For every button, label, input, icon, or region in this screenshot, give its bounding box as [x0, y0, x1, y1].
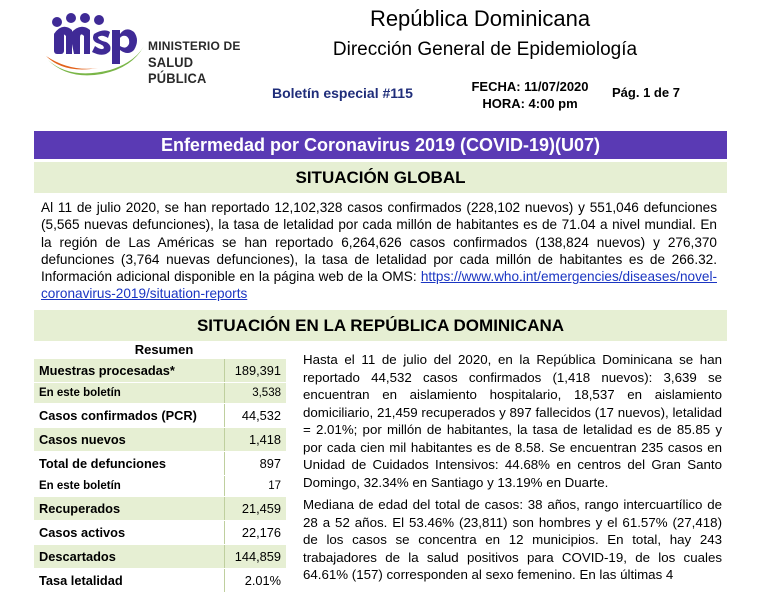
summary-row: [34, 476, 286, 497]
summary-value: 144,859: [225, 545, 287, 569]
rd-paragraph-2: Mediana de edad del total de casos: 38 años, rango intercuartílico de 28 a 52 años. El 53.46% (23,811) son hombres y el 61.57% (27,418) de los casos se concentra en 12 municipios. En total, hay 243 trabajadores de la salud positivos para COVID-19, de los cuales 64.61% (157) corresponden al sexo femenino. En las últimas 4: [303, 497, 722, 582]
summary-value: 1,418: [225, 428, 287, 452]
summary-label: Casos activos: [34, 521, 225, 545]
summary-label: Total de defunciones: [34, 452, 225, 476]
summary-label: Recuperados: [34, 497, 225, 521]
summary-label: Casos confirmados (PCR): [34, 404, 225, 428]
summary-label: Casos nuevos: [34, 428, 225, 452]
msp-logo: [40, 8, 250, 86]
bulletin-date: FECHA: 11/07/2020: [471, 79, 589, 94]
summary-row: [34, 359, 286, 383]
summary-label: Muestras procesadas*: [34, 359, 225, 383]
summary-row: [34, 521, 286, 545]
global-text: Al 11 de julio 2020, se han reportado 12,102,328 casos confirmados (228,102 nuevos) y 551,046 defunciones (5,565 nuevas defunciones), la tasa de letalidad por cada millón de habitantes es de 71.04 a nivel mundial. En la región de Las Américas se han reportado 6,264,626 casos confirmados (138,824 nuevos) y 276,370 defunciones (3,764 nuevas defunciones), la tasa de letalidad por cada millón de habitantes es de 266.32. Información adicional disponible en la página web de la OMS:: [41, 200, 717, 285]
bulletin-number: Boletín especial #115: [272, 85, 413, 101]
direction-title: Dirección General de Epidemiología: [332, 39, 638, 60]
summary-row: [34, 452, 286, 476]
summary-label: En este boletín: [34, 383, 225, 404]
country-title: República Dominicana: [369, 6, 591, 31]
bulletin-date-time: [470, 78, 590, 112]
summary-table-title: Resumen: [134, 342, 194, 357]
summary-table: [34, 359, 286, 593]
summary-row: [34, 428, 286, 452]
rd-paragraph-1: Hasta el 11 de julio del 2020, en la República Dominicana se han reportado 44,532 casos confirmados (1,418 nuevos): 3,639 se encuentran en aislamiento hospitalario, 18,537 en aislamiento domiciliario, 21,459 recuperados y 897 fallecidos (17 nuevos), letalidad = 2.01%; por millón de habitantes, la tasa de letalidad es de 85.85 y por cada cien mil habitantes es de 8.58. Se encuentran 235 casos en Unidad de Cuidados Intensivos: 44.68% en centros del Gran Santo Domingo, 32.34% en Santiago y 13.19% en Duarte.: [303, 352, 722, 490]
summary-value: 3,538: [225, 383, 287, 404]
who-link[interactable]: https://www.who.int/emergencies/diseases/novel-coronavirus-2019/situation-reports: [41, 269, 717, 302]
msp-logo-icon: [40, 8, 150, 80]
summary-label: Tasa letalidad: [34, 569, 225, 593]
summary-value: 2.01%: [225, 569, 287, 593]
page-number: Pág. 1 de 7: [612, 85, 680, 100]
summary-label: En este boletín: [34, 476, 225, 497]
summary-value: 21,459: [225, 497, 287, 521]
summary-row: [34, 497, 286, 521]
rd-section-heading: SITUACIÓN EN LA REPÚBLICA DOMINICANA: [34, 310, 727, 341]
summary-value: 897: [225, 452, 287, 476]
global-paragraph: [41, 199, 717, 303]
summary-row: [34, 404, 286, 428]
summary-value: 44,532: [225, 404, 287, 428]
summary-value: 17: [225, 476, 287, 497]
document-banner-title: Enfermedad por Coronavirus 2019 (COVID-19)(U07): [34, 131, 727, 159]
summary-row: [34, 569, 286, 593]
global-section-heading: SITUACIÓN GLOBAL: [34, 162, 727, 193]
logo-ministerio-text: MINISTERIO DE: [148, 39, 241, 53]
summary-row: [34, 383, 286, 404]
rd-text-column: [303, 351, 722, 589]
summary-label: Descartados: [34, 545, 225, 569]
bulletin-time: HORA: 4:00 pm: [482, 96, 578, 111]
summary-row: [34, 545, 286, 569]
summary-value: 22,176: [225, 521, 287, 545]
logo-salud-text: SALUD PÚBLICA: [148, 54, 207, 86]
summary-value: 189,391: [225, 359, 287, 383]
